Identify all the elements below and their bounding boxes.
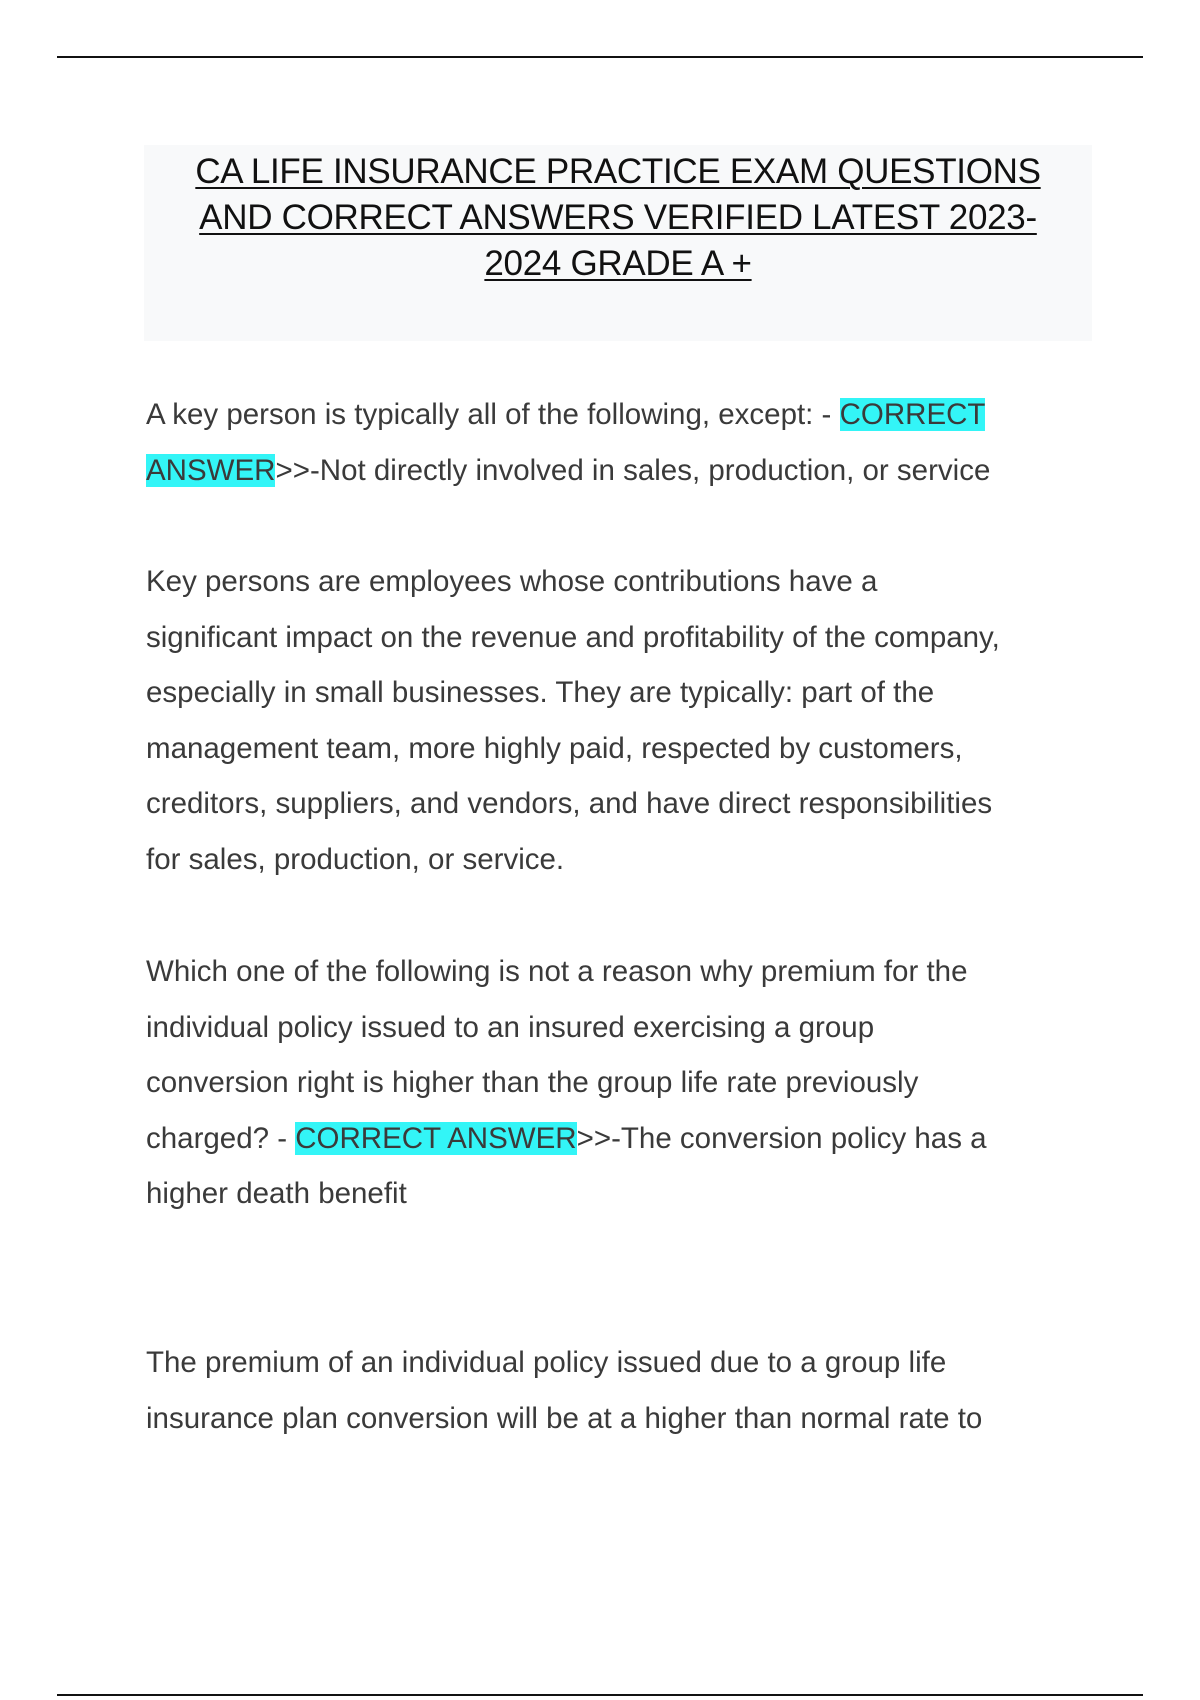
title-line-1: CA LIFE INSURANCE PRACTICE EXAM QUESTIONS — [195, 152, 1041, 191]
question-1-line-2: ANSWER>>-Not directly involved in sales, production, or service — [146, 453, 991, 487]
question-2-line: higher death benefit — [146, 1177, 407, 1210]
correct-answer-highlight: ANSWER — [146, 453, 276, 487]
bottom-divider — [57, 1694, 1143, 1696]
explanation-2-line: The premium of an individual policy issued due to a group life — [146, 1346, 947, 1379]
explanation-1-line: creditors, suppliers, and vendors, and have direct responsibilities — [146, 787, 993, 820]
explanation-1-line: for sales, production, or service. — [146, 842, 565, 876]
explanation-2-line: insurance plan conversion will be at a higher than normal rate to — [146, 1401, 983, 1435]
question-1 — [146, 387, 1106, 498]
question-2-line: Which one of the following is not a reason why premium for the — [146, 955, 968, 988]
question-2 — [146, 944, 1106, 1222]
correct-answer-highlight: CORRECT — [839, 398, 986, 431]
explanation-1-line: especially in small businesses. They are typically: part of the — [146, 676, 935, 709]
explanation-1-line: Key persons are employees whose contributions have a — [146, 565, 878, 598]
question-2-line: conversion right is higher than the group life rate previously — [146, 1066, 919, 1099]
title-line-2: AND CORRECT ANSWERS VERIFIED LATEST 2023- — [199, 198, 1037, 237]
title-line-3: 2024 GRADE A + — [484, 244, 752, 283]
question-2-line: individual policy issued to an insured exercising a group — [146, 1010, 875, 1044]
top-divider — [57, 56, 1143, 58]
document-title-box — [144, 145, 1092, 341]
explanation-1 — [146, 554, 1106, 887]
explanation-1-line: management team, more highly paid, respected by customers, — [146, 731, 963, 765]
correct-answer-highlight: CORRECT ANSWER — [295, 1121, 577, 1155]
question-2-line: charged? - CORRECT ANSWER>>-The conversion policy has a — [146, 1121, 987, 1155]
explanation-1-line: significant impact on the revenue and profitability of the company, — [146, 620, 1000, 654]
explanation-2 — [146, 1335, 1106, 1446]
question-1-line-1: A key person is typically all of the following, except: - CORRECT — [146, 398, 986, 431]
